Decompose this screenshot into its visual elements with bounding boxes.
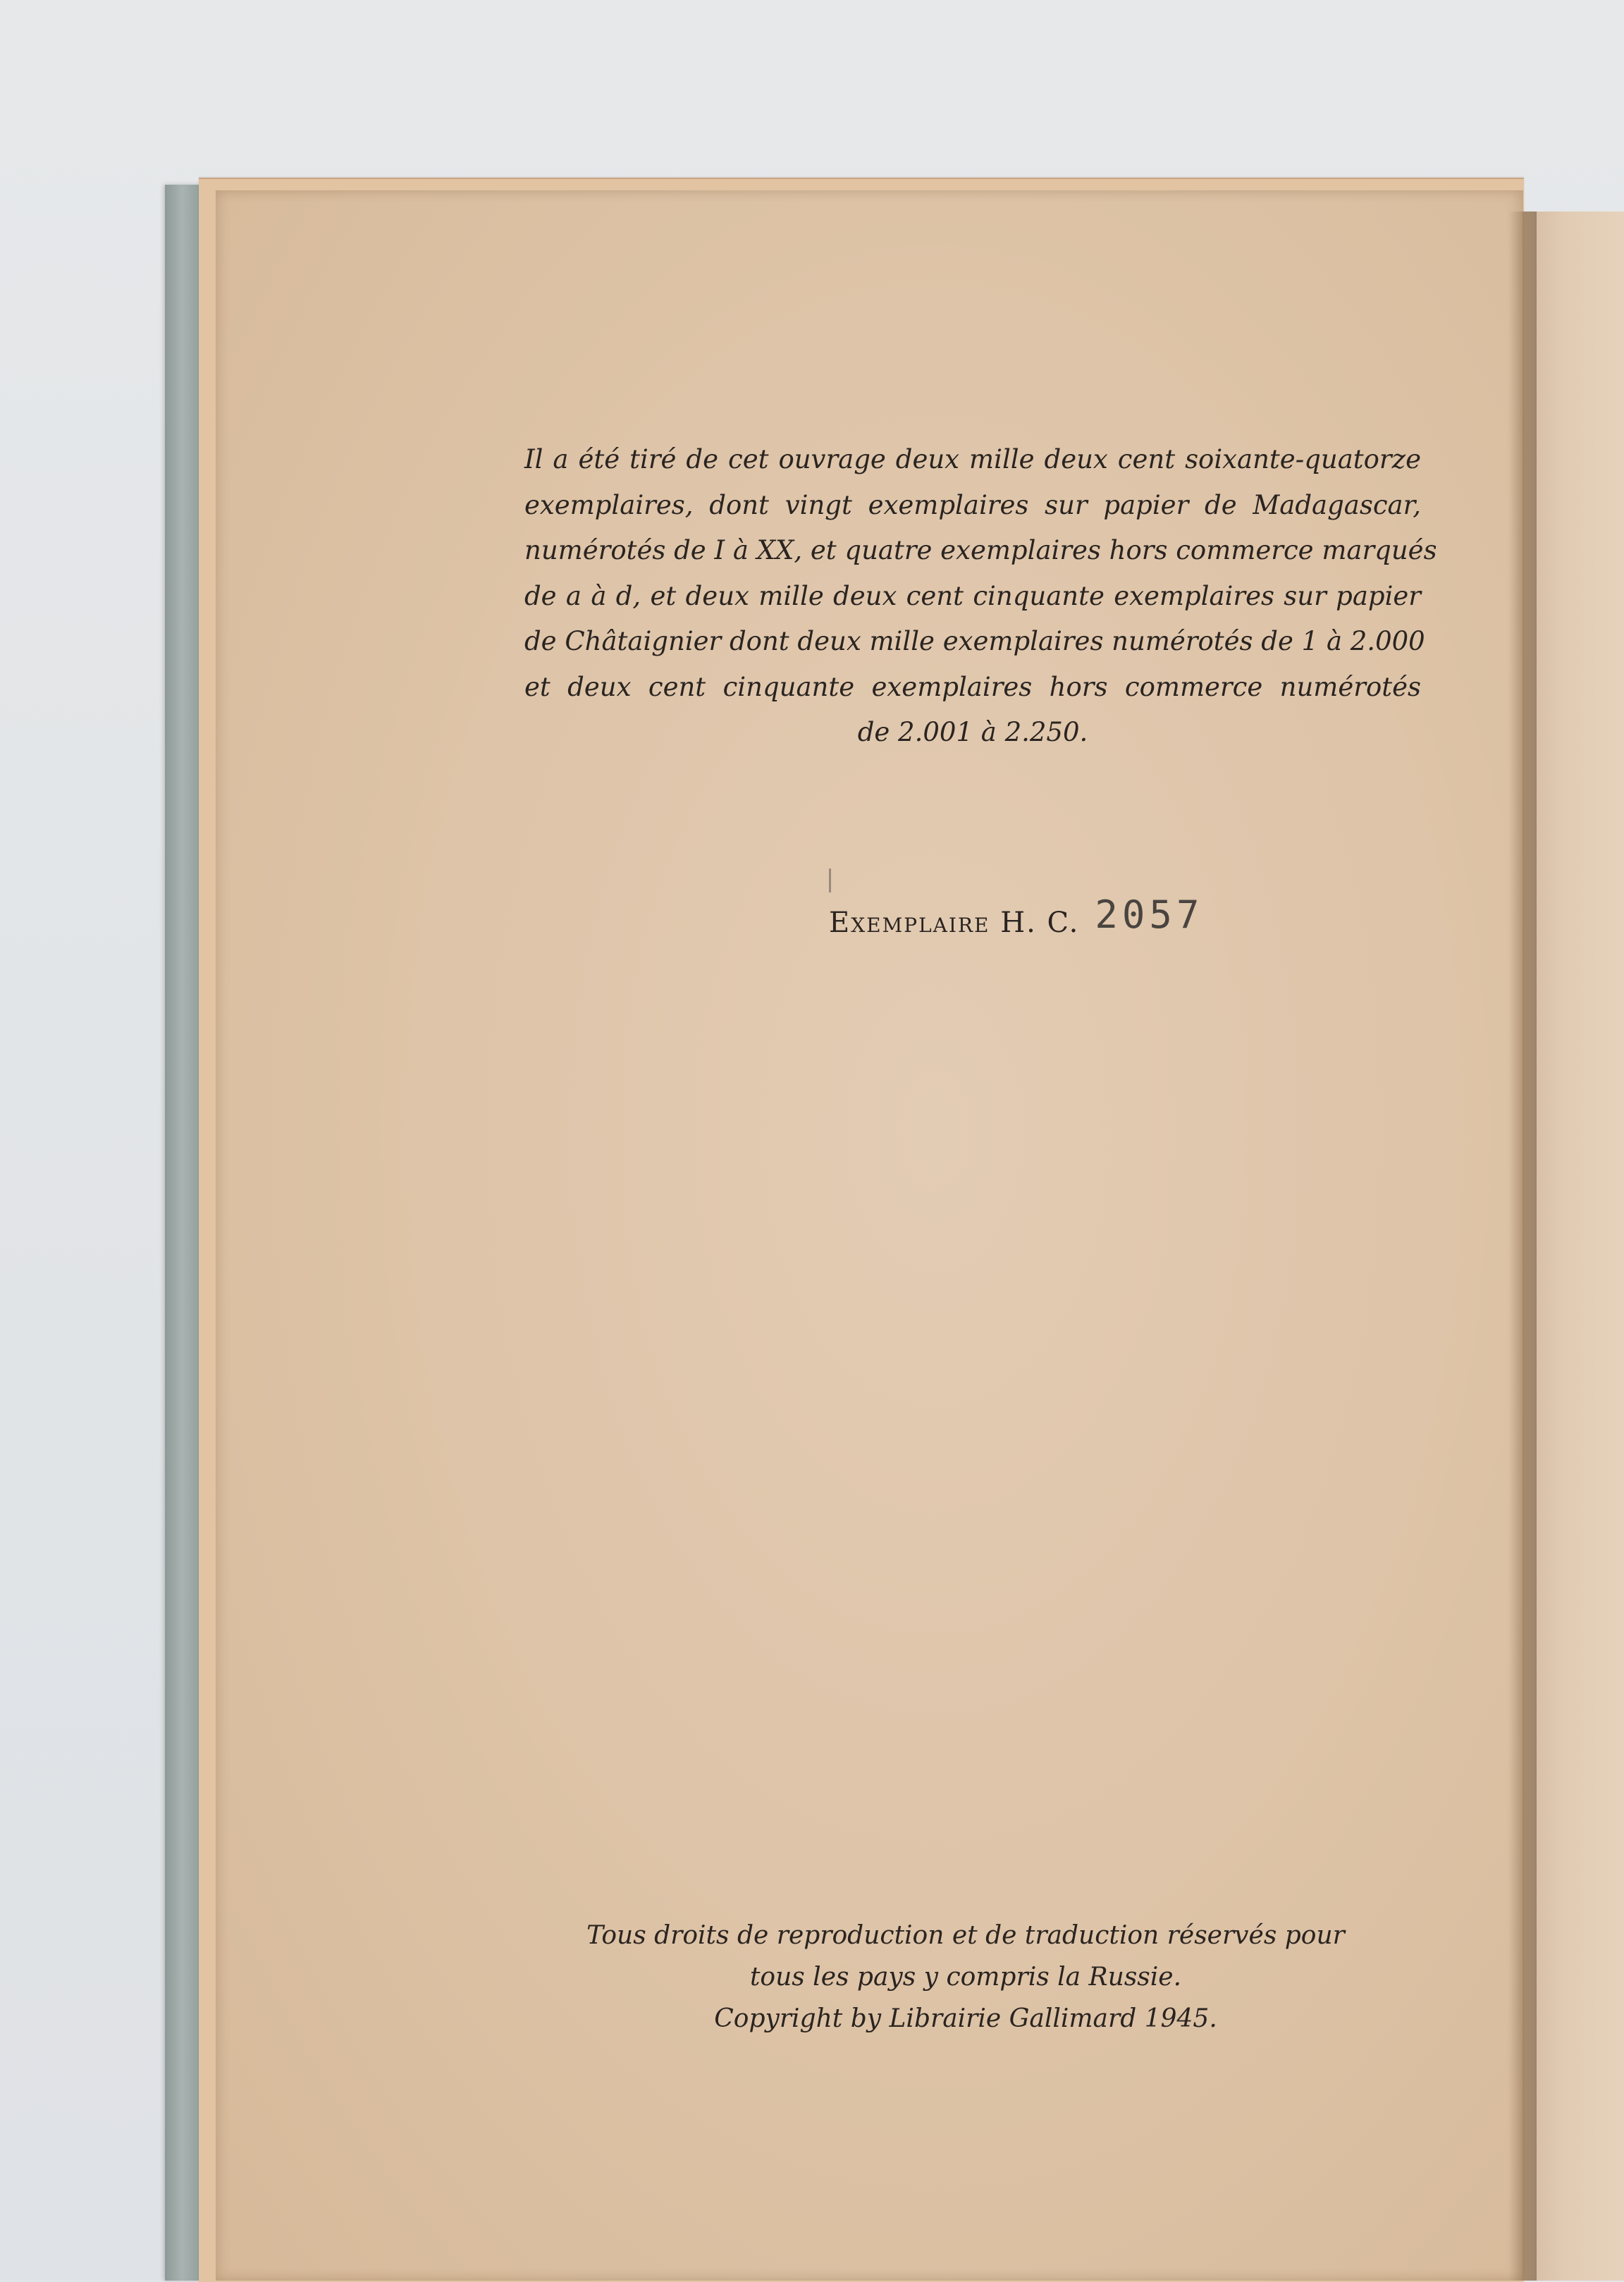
- copy-stamp-number: 2057: [1095, 892, 1204, 937]
- copy-number: [829, 892, 1204, 941]
- pencil-mark: [829, 869, 831, 892]
- facing-page: [1522, 211, 1624, 2281]
- rights-notice: [585, 1915, 1346, 2039]
- rights-line: Tous droits de reproduction et de traduction réservés pour: [586, 1921, 1345, 1950]
- gutter-shadow: [1508, 211, 1537, 2281]
- colophon-line: de 2.001 à 2.250.: [857, 717, 1088, 747]
- colophon-line: de a à d, et deux mille deux cent cinquante exemplaires sur papier: [524, 580, 1421, 611]
- rights-line: Copyright by Librairie Gallimard 1945.: [714, 2004, 1217, 2033]
- colophon-line: numérotés de I à XX, et quatre exemplaires hors commerce marqués: [524, 535, 1437, 565]
- colophon-line: exemplaires, dont vingt exemplaires sur papier de Madagascar,: [524, 489, 1421, 520]
- colophon-text: [524, 437, 1437, 756]
- copy-label: Exemplaire H. C.: [829, 907, 1080, 939]
- colophon-line: Il a été tiré de cet ouvrage deux mille deux cent soixante-quatorze: [524, 444, 1421, 474]
- rights-line: tous les pays y compris la Russie.: [749, 1963, 1182, 1992]
- colophon-line: de Châtaignier dont deux mille exemplaires numérotés de 1 à 2.000: [524, 626, 1425, 656]
- colophon-line: et deux cent cinquante exemplaires hors commerce numérotés: [524, 671, 1421, 702]
